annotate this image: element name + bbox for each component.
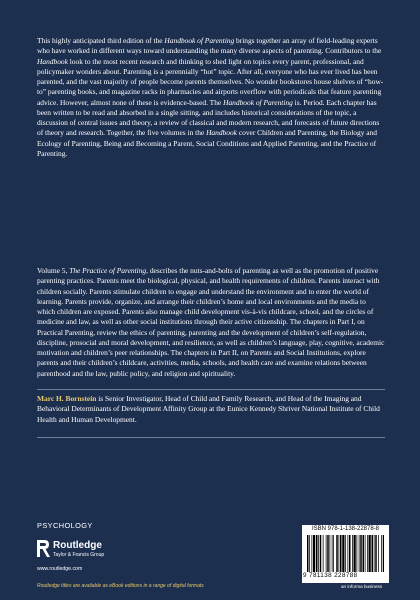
barcode-bar	[330, 535, 331, 572]
informa-tagline: an informa business	[341, 584, 383, 589]
author-bio-text: is Senior Investigator, Head of Child and Family Research, and Head of the Imaging and Behavioral Determinants of Development Affinity Group at the Eunice Kennedy Shriver National Institute of Child Health and Human Development.	[37, 394, 380, 424]
barcode-bar	[374, 535, 375, 572]
barcode-bar	[349, 535, 351, 572]
barcode-bar	[332, 535, 333, 572]
subject-category: PSYCHOLOGY	[37, 521, 93, 530]
barcode-bar	[367, 535, 368, 572]
barcode-bar	[316, 535, 318, 572]
barcode-bar	[363, 535, 365, 572]
desc-text-4: is. Period. Each chapter has been written to be read and absorbed in a single sitting, and includes historical considerations of the topic, a discussion of central issues and theory, a review of classical and modern research, and forecasts of future directions of theory and research. Together, the five volumes in the	[37, 97, 380, 138]
barcode-bar	[333, 535, 334, 572]
volume-title: The Practice of Parenting,	[69, 266, 148, 275]
book-title-ref: Handbook	[206, 128, 237, 138]
barcode-bar	[313, 535, 315, 572]
author-bio	[37, 394, 385, 425]
barcode-bar	[375, 535, 377, 572]
barcode-bar	[360, 535, 362, 572]
publisher-website: www.routledge.com	[37, 566, 83, 572]
ebook-note: Routledge titles are available as eBook editions in a range of digital formats	[37, 583, 204, 589]
barcode-bar	[348, 535, 349, 572]
divider-top	[37, 389, 385, 390]
barcode-bar	[309, 535, 310, 572]
desc-text-2: brings together an array of field-leading experts who have worked in different ways toward understanding the many diverse aspects of parenting. Contributors to the	[37, 36, 382, 56]
barcode-bar	[357, 535, 358, 572]
barcode-bar	[359, 535, 360, 572]
desc-text-1: This highly anticipated third edition of the	[37, 36, 165, 45]
barcode-bar	[327, 535, 329, 572]
volume-description-paragraph	[37, 266, 385, 379]
barcode-bar	[340, 535, 342, 572]
barcode-bar	[352, 535, 353, 572]
barcode-bar	[326, 535, 327, 572]
publisher-logo	[37, 540, 147, 564]
barcode-bar	[369, 535, 371, 572]
isbn-barcode	[302, 525, 389, 583]
barcode-bar	[378, 535, 379, 572]
barcode-bar	[320, 535, 322, 572]
publisher-name: Routledge	[53, 540, 102, 551]
barcode-bars	[307, 535, 384, 572]
book-title-ref: Handbook	[37, 56, 68, 66]
book-title-ref: Handbook of Parenting	[223, 97, 293, 107]
barcode-bar	[342, 535, 344, 572]
barcode-bar	[345, 535, 346, 572]
barcode-bar	[354, 535, 356, 572]
author-name: Marc H. Bornstein	[37, 394, 97, 403]
barcode-bar	[381, 535, 382, 572]
barcode-bar	[336, 535, 338, 572]
barcode-bar	[365, 535, 366, 572]
isbn-number: ISBN 978-1-138-22878-8	[311, 526, 380, 532]
barcode-bar	[307, 535, 309, 572]
barcode-bar	[372, 535, 374, 572]
divider-bottom	[37, 437, 385, 438]
barcode-bar	[323, 535, 324, 572]
barcode-bar	[318, 535, 319, 572]
routledge-r-icon	[37, 540, 50, 557]
barcode-bar	[312, 535, 313, 572]
publisher-tagline: Taylor & Francis Group	[53, 552, 105, 558]
desc-text-5: cover Children and Parenting, the Biology and Ecology of Parenting, Being and Becoming a Parent, Social Conditions and Applied Parenting, and the Practice of Parenting.	[37, 128, 377, 158]
book-title-ref: Handbook of Parenting	[164, 36, 235, 45]
volume-text-1: Volume 5,	[37, 266, 70, 275]
barcode-digits: 9 781138 228788	[303, 572, 358, 579]
desc-text-3: look to the most recent research and thinking to shed light on topics every parent, professional, and policymaker wonders about. Parenting is a perennially “hot” topic. After all, everyone who has ever lived has been parented, and the vast majority of people become parents themselves. No wonder bookstores house shelves of “how-to” parenting books, and magazine racks in pharmacies and airports overflow with periodicals that feature parenting advice. However, almost none of these is evidence-based. The	[37, 56, 384, 107]
volume-text-2: describes the nuts-and-bolts of parenting as well as the promotion of positive parenting practices. Parents meet the biological, physical, and health requirements of children. Parents interact with children socially. Parents stimulate children to engage and understand the environment and to enter the world of learning. Parents provide, organize, and arrange their children’s home and local environments and the media to which children are exposed. Parents also manage child development vis-à-vis childcare, school, and the circles of medicine and law, as well as other social institutions through their active citizenship. The chapters in Part I, on Practical Parenting, review the ethics of parenting, parenting and the development of children’s self-regulation, discipline, prosocial and moral development, and resilience, as well as children’s language, play, cognitive, academic motivation and children’s peer relationships. The chapters in Part II, on Parents and Social Institutions, explore parents and their children’s childcare, activities, media, schools, and health care and examine relations between parenthood and the law, public policy, and religion and spirituality.	[37, 266, 385, 378]
barcode-bar	[339, 535, 340, 572]
description-paragraph	[37, 36, 385, 159]
barcode-bar	[383, 535, 384, 572]
